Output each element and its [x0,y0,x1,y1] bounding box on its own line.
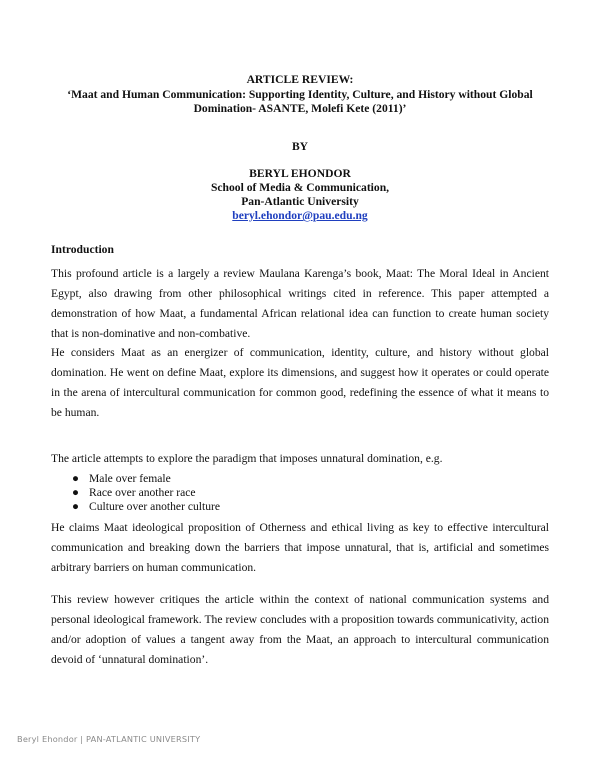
bullet-icon: ● [72,472,80,485]
list-item [51,486,220,500]
section-heading-introduction: Introduction [51,243,114,256]
bullet-icon: ● [72,486,80,499]
article-title: ARTICLE REVIEW: [246,73,354,86]
list-item-text: Culture over another culture [89,500,221,513]
author-email-link[interactable]: beryl.ehondor@pau.edu.ng [232,209,368,222]
list-item-text: Male over female [89,472,171,485]
page-footer: Beryl Ehondor | PAN-ATLANTIC UNIVERSITY [17,734,201,744]
list-item [51,500,220,514]
list-item-text: Race over another race [89,486,196,499]
domination-list [51,472,220,514]
paragraph-4: He claims Maat ideological proposition of Otherness and ethical living as key to effective intercultural communication and breaking down the barriers that impose unnatural, that is, artificial and sometimes arbitrary barriers on human communication. [51,521,549,574]
paragraph-5: This review however critiques the article within the context of national communication systems and personal ideological framework. The review concludes with a proposition towards communicativity, action and/or adoption of values a tangent away from the Maat, an approach to intercultural communication devoid of ‘unnatural domination’. [51,593,549,666]
author-name: BERYL EHONDOR [249,167,351,180]
paragraph-2: He considers Maat as an energizer of communication, identity, culture, and history without global domination. He went on define Maat, explore its dimensions, and suggest how it operates or could operate in the arena of intercultural communication for common good, redefining the essence of what it means to be human. [51,346,549,419]
paragraph-3: The article attempts to explore the paradigm that imposes unnatural domination, e.g. [51,452,443,465]
list-item [51,472,220,486]
author-school: School of Media & Communication, [210,181,390,194]
paragraph-1: This profound article is a largely a review Maulana Karenga’s book, Maat: The Moral Ideal in Ancient Egypt, also drawing from other philosophical writings cited in reference. This paper attempted a demonstration of how Maat, a fundamental African relational idea can function to create human society that is non-dominative and non-combative. [51,267,549,340]
author-university: Pan-Atlantic University [241,195,359,208]
by-label: BY [291,140,309,153]
bullet-icon: ● [72,500,80,513]
article-subtitle: ‘Maat and Human Communication: Supporting Identity, Culture, and History without Global Domination- ASANTE, Molefi Kete (2011)’ [67,88,533,115]
